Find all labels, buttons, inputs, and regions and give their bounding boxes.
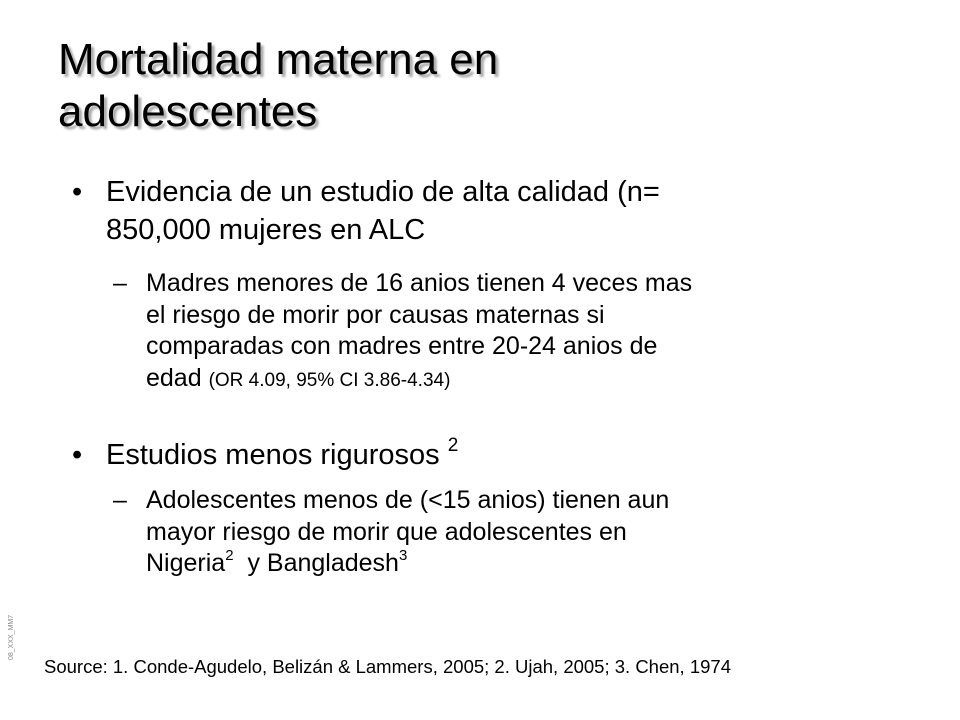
bullet-marker: • xyxy=(72,439,83,471)
bullet-estudios xyxy=(72,436,872,478)
subbullet-madres xyxy=(113,268,853,396)
title-line-2: adolescentes xyxy=(58,87,318,136)
bullet-marker: • xyxy=(72,176,83,208)
bullet-text xyxy=(106,436,872,478)
title-line-1: Mortalidad materna en xyxy=(58,35,499,84)
reference-superscript: 2 xyxy=(225,547,234,564)
subbullet-text xyxy=(146,485,853,583)
subbullet-marker: – xyxy=(113,269,127,297)
reference-superscript: 3 xyxy=(398,547,408,564)
country-bangladesh: Bangladesh xyxy=(266,549,399,577)
subbullet-line-2: mayor riesgo de morir que adolescentes en xyxy=(146,517,627,546)
source-citation: Source: 1. Conde-Agudelo, Belizán & Lammers, 2005; 2. Ujah, 2005; 3. Chen, 1974 xyxy=(44,656,731,677)
bullet-evidence xyxy=(72,173,872,249)
subbullet-line-1: Adolescentes menos de (<15 anios) tienen aun xyxy=(146,486,670,514)
reference-superscript: 2 xyxy=(447,435,459,456)
country-nigeria: Nigeria xyxy=(146,549,226,577)
subbullet-marker: – xyxy=(113,486,127,514)
subbullet-line-2: el riesgo de morir por causas maternas si xyxy=(146,300,605,329)
bullet-line-2: 850,000 mujeres en ALC xyxy=(106,214,426,246)
bullet-line-1: Evidencia de un estudio de alta calidad (n= xyxy=(106,176,660,208)
subbullet-adolescentes xyxy=(113,485,853,583)
side-code-label: 08_XXX_MM7 xyxy=(8,614,15,660)
odds-ratio-stat: (OR 4.09, 95% CI 3.86-4.34) xyxy=(208,369,451,391)
subbullet-text xyxy=(146,268,853,396)
subbullet-line-1: Madres menores de 16 anios tienen 4 veces mas xyxy=(146,269,693,297)
subbullet-line-4: edad xyxy=(146,363,202,392)
bullet-line-1: Estudios menos rigurosos xyxy=(106,439,440,471)
slide-title xyxy=(58,34,918,138)
connector-word: y xyxy=(247,549,260,577)
subbullet-line-3: comparadas con madres entre 20-24 anios de xyxy=(146,332,658,360)
bullet-text xyxy=(106,173,872,249)
